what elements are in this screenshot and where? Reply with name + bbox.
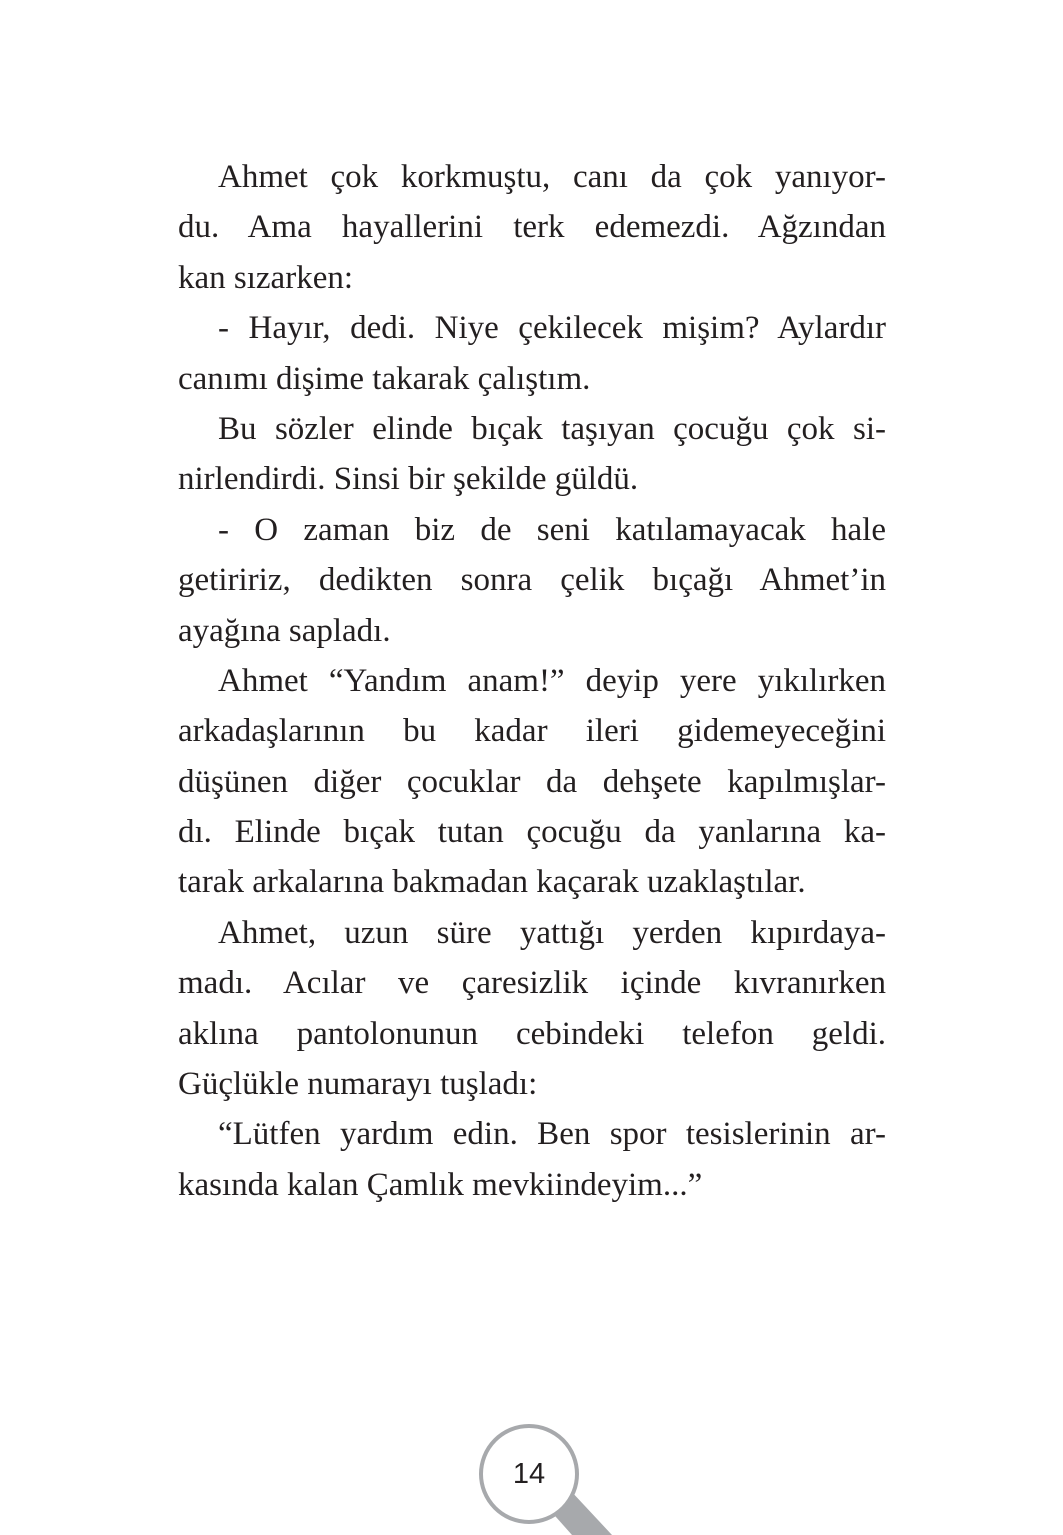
text-line: ayağına sapladı. bbox=[178, 612, 391, 649]
text-line: canımı dişime takarak çalıştım. bbox=[178, 360, 591, 397]
text-line: madı. Acılar ve çaresizlik içinde kıvranırken bbox=[178, 965, 886, 1002]
text-line: Ahmet çok korkmuştu, canı da çok yanıyor- bbox=[218, 159, 886, 195]
page-number: 14 bbox=[512, 1457, 546, 1490]
text-line: “Lütfen yardım edin. Ben spor tesislerinin ar- bbox=[218, 1116, 886, 1153]
page-number-badge bbox=[479, 1424, 579, 1524]
text-line: du. Ama hayallerini terk edemezdi. Ağzından bbox=[178, 209, 886, 246]
text-line: kasında kalan Çamlık mevkiindeyim...” bbox=[178, 1166, 703, 1203]
text-line: arkadaşlarının bu kadar ileri gidemeyeceğini bbox=[178, 713, 886, 750]
text-line: dı. Elinde bıçak tutan çocuğu da yanlarına ka- bbox=[178, 814, 886, 851]
text-line: - O zaman biz de seni katılamayacak hale bbox=[218, 511, 886, 548]
text-line: Bu sözler elinde bıçak taşıyan çocuğu çok si- bbox=[218, 410, 886, 447]
text-line: düşünen diğer çocuklar da dehşete kapılmışlar- bbox=[178, 763, 886, 800]
text-line: Ahmet, uzun süre yattığı yerden kıpırdaya- bbox=[218, 914, 886, 951]
text-line: - Hayır, dedi. Niye çekilecek mişim? Aylardır bbox=[218, 310, 886, 347]
text-line: tarak arkalarına bakmadan kaçarak uzaklaştılar. bbox=[178, 864, 806, 901]
text-line: aklına pantolonunun cebindeki telefon geldi. bbox=[178, 1015, 886, 1052]
text-line: Güçlükle numarayı tuşladı: bbox=[178, 1066, 538, 1103]
text-line: nirlendirdi. Sinsi bir şekilde güldü. bbox=[178, 461, 639, 498]
text-line: kan sızarken: bbox=[178, 259, 354, 296]
text-line: Ahmet “Yandım anam!” deyip yere yıkılırken bbox=[218, 662, 886, 699]
text-line: getiririz, dedikten sonra çelik bıçağı Ahmet’in bbox=[178, 562, 886, 599]
